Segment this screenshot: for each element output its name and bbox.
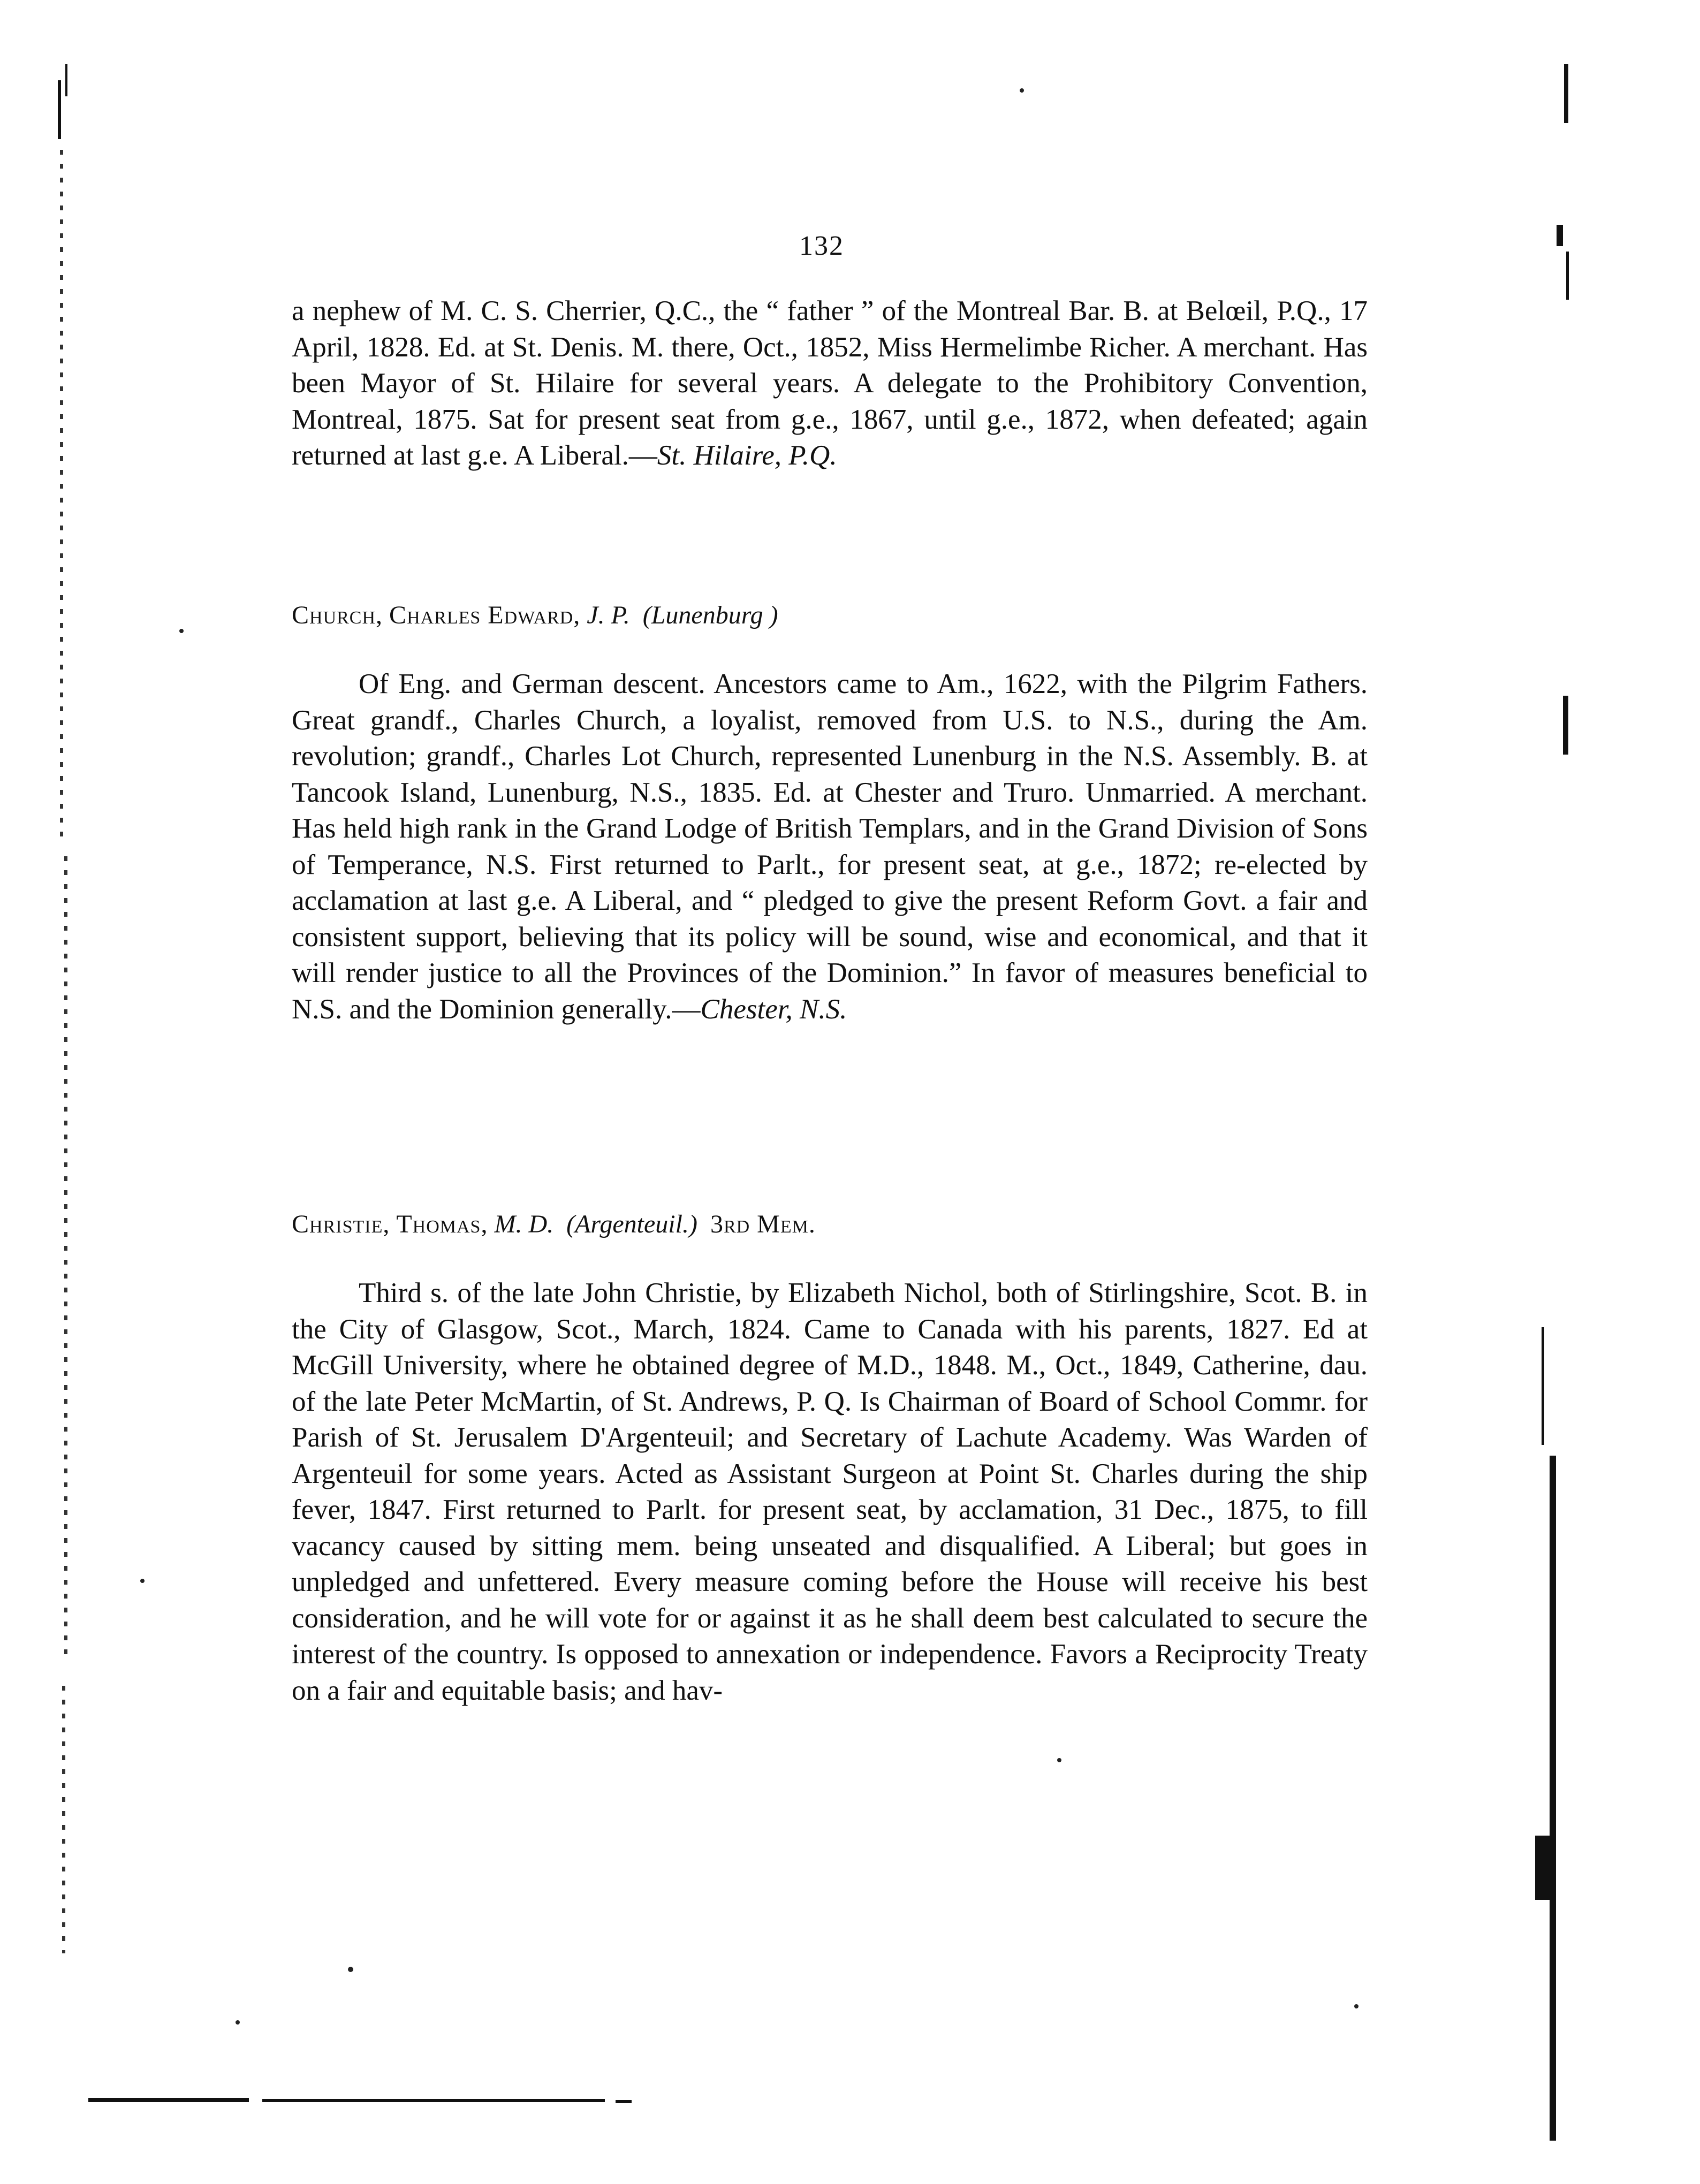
scan-edge-mark (1566, 252, 1569, 300)
scan-speck (1020, 88, 1024, 93)
scan-edge-mark (60, 150, 63, 846)
entry-heading-christie (292, 1208, 1368, 1241)
entry-constituency: (Argenteuil.) (566, 1210, 697, 1238)
entry-text: Of Eng. and German descent. Ancestors came to Am., 1622, with the Pilgrim Fathers. Great grandf., Charles Church, a loyalist, removed from U.S. to N.S., during the Am. revolution; grandf., Charles Lot Church, represented Lunenburg in the N.S. Assembly. B. at Tancook Island, Lunenburg, N.S., 1835. Ed. at Chester and Truro. Unmarried. A merchant. Has held high rank in the Grand Lodge of British Templars, and in the Grand Division of Sons of Temperance, N.S. First returned to Parlt., for present seat, at g.e., 1872; re-elected by acclamation at last g.e. A Liberal, and “ pledged to give the present Reform Govt. a fair and consistent support, believing that its policy will be sound, wise and economical, and that it will render justice to all the Provinces of the Dominion.” In favor of measures beneficial to N.S. and the Dominion generally.— (292, 668, 1368, 1025)
scan-edge-mark (1550, 1456, 1556, 2141)
scan-speck (140, 1579, 145, 1583)
entry-residence: Chester, N.S. (700, 993, 847, 1025)
entry-body-church (292, 666, 1368, 1028)
entry-residence: St. Hilaire, P.Q. (657, 440, 837, 471)
scan-speck (236, 2020, 240, 2025)
scan-speck (1057, 1758, 1061, 1762)
entry-text: a nephew of M. C. S. Cherrier, Q.C., the “ father ” of the Montreal Bar. B. at Belœil, P.Q., 17 April, 1828. Ed. at St. Denis. M. there, Oct., 1852, Miss Hermelimbe Richer. A merchant. Has been Mayor of St. Hilaire for several years. A delegate to the Prohibitory Convention, Montreal, 1875. Sat for present seat from g.e., 1867, until g.e., 1872, when defeated; again returned at last g.e. A Liberal.— (292, 295, 1368, 471)
entry-text: Third s. of the late John Christie, by Elizabeth Nichol, both of Stirlingshire, Scot. B. in the City of Glasgow, Scot., March, 1824. Came to Canada with his parents, 1827. Ed at McGill University, where he obtained degree of M.D., 1848. M., Oct., 1849, Catherine, dau. of the late Peter McMartin, of St. Andrews, P. Q. Is Chairman of Board of School Commr. for Parish of St. Jerusalem D'Argenteuil; and Secretary of Lachute Academy. Was Warden of Argenteuil for some years. Acted as Assistant Surgeon at Point St. Charles during the ship fever, 1847. First returned to Parlt. for present seat, by acclamation, 31 Dec., 1875, to fill vacancy caused by sitting mem. being unseated and disqualified. A Liberal; but goes in unpledged and unfettered. Every measure coming before the House will receive his best consideration, and he will vote for or against it as he shall deem best calculated to secure the interest of the country. Is opposed to annexation or independence. Favors a Reciprocity Treaty on a fair and equitable basis; and hav- (292, 1277, 1368, 1706)
entry-heading-church (292, 599, 1368, 631)
entry-honorific: J. P. (587, 601, 630, 629)
scan-speck (1354, 2004, 1359, 2008)
scan-edge-mark (1564, 64, 1568, 123)
scan-edge-mark (58, 80, 61, 139)
entry-body-cherrier-continuation (292, 293, 1368, 474)
entry-membership: 3rd Mem. (710, 1210, 816, 1238)
scan-edge-mark (1557, 225, 1563, 246)
page-number: 132 (799, 231, 844, 261)
entry-surname: Christie, (292, 1210, 390, 1238)
scan-edge-mark (1563, 696, 1568, 755)
entry-surname: Church, (292, 601, 383, 629)
scan-edge-mark (262, 2099, 605, 2102)
scan-edge-mark (65, 64, 67, 96)
entry-constituency: (Lunenburg ) (642, 601, 778, 629)
scan-edge-mark (616, 2100, 632, 2103)
scan-edge-mark (64, 856, 67, 1659)
scan-speck (179, 629, 184, 633)
entry-body-christie (292, 1275, 1368, 1709)
entry-honorific: M. D. (494, 1210, 554, 1238)
entry-given-names: Charles Edward, (389, 601, 581, 629)
scan-edge-mark (1542, 1327, 1544, 1445)
entry-given-names: Thomas, (396, 1210, 488, 1238)
scan-edge-mark (88, 2098, 249, 2102)
scan-speck (348, 1967, 353, 1972)
scan-edge-mark (62, 1686, 65, 1953)
scan-edge-mark (1535, 1836, 1551, 1900)
